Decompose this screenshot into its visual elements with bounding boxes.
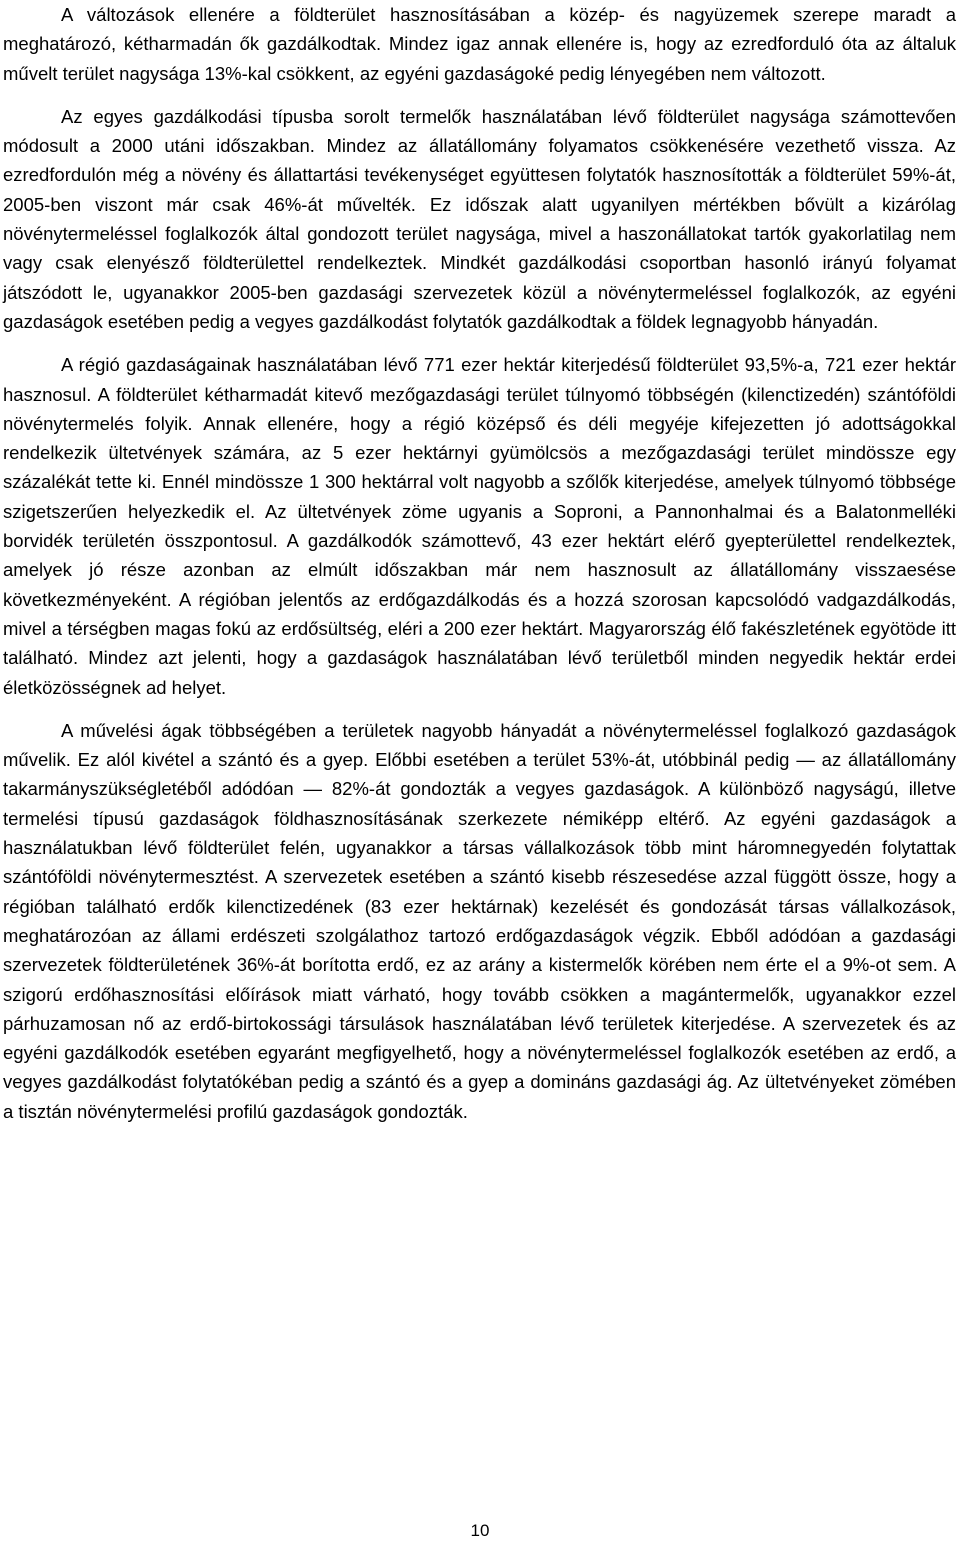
page-number: 10 xyxy=(470,1521,490,1540)
paragraph-4: A művelési ágak többségében a területek nagyobb hányadát a növénytermeléssel foglalkozó gazdaságok művelik. Ez alól kivétel a szántó és a gyep. Előbbi esetében a terület 53%-át, utóbbinál pedig — az állatállomány takarmányszükségletéből adódóan — 82%-át gondozták a vegyes gazdaságok. A különböző nagyságú, illetve termelési típusú gazdaságok földhasznosításának szerkezete némiképp eltérő. Az egyéni gazdaságok a használatukban lévő földterület felén, ugyanakkor a társas vállalkozások több mint háromnegyedén folytattak szántóföldi növénytermesztést. A szervezetek esetében a szántó kisebb részesedése azzal függött össze, hogy a régióban található erdők kilenctizedének (83 ezer hektárnak) kezelését és gondozását társas vállalkozások, meghatározóan az állami erdészeti szolgálathoz tartozó erdőgazdaságok végzik. Ebből adódóan a gazdasági szervezetek földterületének 36%-át borította erdő, ez az arány a kistermelők körében nem érte el a 9%-ot sem. A szigorú erdőhasznosítási előírások miatt várható, hogy tovább csökken a magántermelők, ugyanakkor ezzel párhuzamosan nő az erdő-birtokossági társulások használatában lévő területek kiterjedése. A szervezetek és az egyéni gazdálkodók esetében egyaránt megfigyelhető, hogy a növénytermeléssel foglalkozók esetében az erdő, a vegyes gazdálkodást folytatókéban pedig a szántó és a gyep a domináns gazdasági ág. Az ültetvényeket zömében a tisztán növénytermelési profilú gazdaságok gondozták. xyxy=(3,719,956,1122)
paragraph-2: Az egyes gazdálkodási típusba sorolt termelők használatában lévő földterület nagysága számottevően módosult a 2000 utáni időszakban. Mindez az állatállomány folyamatos csökkenésére vezethető vissza. Az ezredfordulón még a növény és állattartási tevékenységet együttesen folytatók hasznosították a földterület 59%-át, 2005-ben viszont már csak 46%-át művelték. Ez időszak alatt ugyanilyen mértékben bővült a kizárólag növénytermeléssel foglalkozók által gondozott terület nagysága, mivel a haszonállatokat tartók gyakorlatilag nem vagy csak elenyésző földterülettel rendelkeztek. Mindkét gazdálkodási csoportban hasonló irányú folyamat játszódott le, ugyanakkor 2005-ben gazdasági szervezetek közül a növénytermeléssel foglalkozók, az egyéni gazdaságok esetében pedig a vegyes gazdálkodást folytatók gazdálkodtak a földek legnagyobb hányadán. xyxy=(3,105,956,332)
paragraph-1: A változások ellenére a földterület hasznosításában a közép- és nagyüzemek szerepe maradt a meghatározó, kétharmadán ők gazdálkodtak. Mindez igaz annak ellenére is, hogy az ezredforduló óta az általuk művelt terület nagysága 13%-kal csökkent, az egyéni gazdaságoké pedig lényegében nem változott. xyxy=(3,4,956,84)
paragraph-3: A régió gazdaságainak használatában lévő 771 ezer hektár kiterjedésű földterület 93,5%-a, 721 ezer hektár hasznosul. A földterület kétharmadát kitevő mezőgazdasági terület túlnyomó többségén (kilenctizedén) szántóföldi növénytermelés folyik. Annak ellenére, hogy a régió középső és déli megyéje kifejezetten jó adottságokkal rendelkezik ültetvények számára, az 5 ezer hektárnyi gyümölcsös a mezőgazdasági terület mindössze egy százalékát tette ki. Ennél mindössze 1 300 hektárral volt nagyobb a szőlők kiterjedése, amelyek túlnyomó többsége szigetszerűen helyezkedik el. Az ültetvények zöme ugyanis a Soproni, a Pannonhalmai és a Balatonmelléki borvidék területén összpontosul. A gazdálkodók számottevő, 43 ezer hektárt elérő gyepterülettel rendelkeztek, amelyek jó része azonban az elmúlt időszakban már nem hasznosult az állatállomány visszaesése következményeként. A régióban jelentős az erdőgazdálkodás és a hozzá szorosan kapcsolódó vadgazdálkodás, mivel a térségben magas fokú az erdősültség, eléri a 200 ezer hektárt. Magyarország élő fakészletének egyötöde itt található. Mindez azt jelenti, hogy a gazdaságok használatában lévő területből minden negyedik hektár erdei életközösségnek ad helyet. xyxy=(3,354,956,698)
document-body xyxy=(3,0,956,1126)
